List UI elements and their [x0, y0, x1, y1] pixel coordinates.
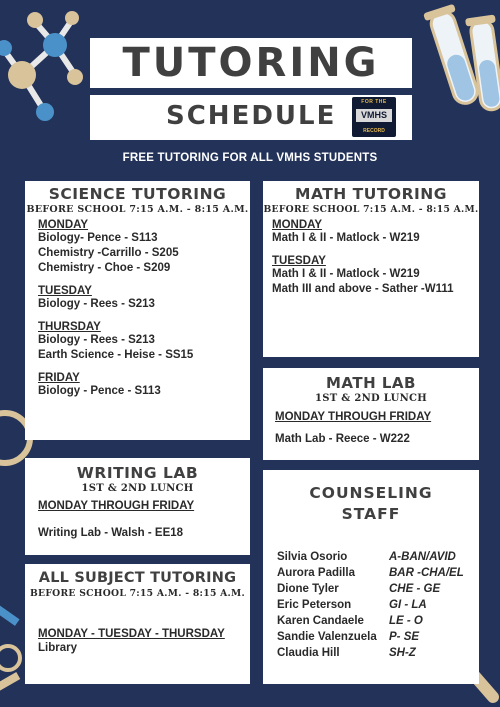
staff-row: [277, 565, 479, 581]
all-subject-time: BEFORE SCHOOL 7:15 A.M. - 8:15 A.M.: [29, 588, 246, 599]
math-schedule: [263, 219, 479, 297]
staff-row: [277, 645, 479, 661]
counseling-card: [263, 470, 479, 684]
staff-range: LE - O: [389, 615, 423, 627]
schedule-group: [38, 285, 250, 312]
staff-range: BAR -CHA/EL: [389, 567, 464, 579]
schedule-line: Biology- Pence - S113: [38, 232, 158, 244]
staff-row: [277, 613, 479, 629]
staff-name: Eric Peterson: [277, 599, 352, 611]
writing-lab-day: MONDAY THROUGH FRIDAY: [38, 500, 195, 512]
schedule-group: [38, 372, 250, 399]
page-subtitle: SCHEDULE: [166, 101, 337, 131]
writing-lab-title: WRITING LAB: [76, 464, 199, 482]
schedule-line: Biology - Rees - S213: [38, 334, 155, 346]
day-heading: MONDAY: [38, 219, 89, 231]
science-schedule: [25, 219, 250, 399]
math-lab-time: 1ST & 2ND LUNCH: [314, 393, 428, 404]
math-time: BEFORE SCHOOL 7:15 A.M. - 8:15 A.M.: [263, 204, 479, 215]
staff-name: Aurora Padilla: [277, 567, 355, 579]
schedule-line: Math I & II - Matlock - W219: [272, 232, 420, 244]
staff-row: [277, 581, 479, 597]
staff-name: Silvia Osorio: [277, 551, 348, 563]
test-tubes-icon: [425, 0, 500, 125]
science-title: SCIENCE TUTORING: [48, 185, 227, 203]
day-heading: TUESDAY: [272, 255, 326, 267]
staff-list: [263, 549, 479, 661]
counseling-title-line1: COUNSELING: [309, 484, 433, 502]
all-subject-day: MONDAY - TUESDAY - THURSDAY: [38, 628, 225, 640]
writing-lab-time: 1ST & 2ND LUNCH: [81, 483, 194, 494]
all-subject-line: Library: [38, 642, 77, 654]
staff-range: CHE - GE: [389, 583, 441, 595]
staff-row: [277, 629, 479, 645]
math-lab-line: Math Lab - Reece - W222: [275, 433, 410, 445]
logo-bottom-text: RECORD: [363, 128, 385, 134]
molecule-icon: [0, 0, 95, 125]
schedule-line: Earth Science - Heise - SS15: [38, 349, 194, 361]
day-heading: TUESDAY: [38, 285, 92, 297]
staff-row: [277, 549, 479, 565]
school-logo: [352, 97, 396, 137]
subtitle-box: [90, 95, 412, 140]
math-lab-card: [263, 368, 479, 460]
math-lab-title: MATH LAB: [326, 374, 416, 392]
schedule-group: [38, 219, 250, 276]
writing-lab-card: [25, 458, 250, 555]
math-title: MATH TUTORING: [295, 185, 447, 203]
schedule-line: Chemistry -Carrillo - S205: [38, 247, 179, 259]
staff-name: Dione Tyler: [277, 583, 339, 595]
staff-range: A-BAN/AVID: [389, 551, 456, 563]
page-title: TUTORING: [122, 40, 380, 86]
all-subject-title: ALL SUBJECT TUTORING: [38, 570, 237, 586]
staff-row: [277, 597, 479, 613]
logo-mid-text: VMHS: [356, 109, 392, 122]
schedule-line: Biology - Rees - S213: [38, 298, 155, 310]
staff-range: SH-Z: [389, 647, 416, 659]
science-time: BEFORE SCHOOL 7:15 A.M. - 8:15 A.M.: [26, 204, 249, 215]
writing-lab-line: Writing Lab - Walsh - EE18: [38, 527, 184, 539]
math-card: [263, 181, 479, 357]
day-heading: MONDAY: [272, 219, 323, 231]
staff-range: P- SE: [389, 631, 420, 643]
science-card: [25, 181, 250, 440]
staff-name: Sandie Valenzuela: [277, 631, 377, 643]
day-heading: THURSDAY: [38, 321, 101, 333]
schedule-line: Math III and above - Sather -W111: [272, 283, 454, 295]
title-box: [90, 38, 412, 88]
logo-top-text: FOR THE: [361, 99, 387, 105]
schedule-group: [272, 255, 479, 297]
staff-range: GI - LA: [389, 599, 427, 611]
schedule-group: [38, 321, 250, 363]
math-lab-day: MONDAY THROUGH FRIDAY: [275, 411, 432, 423]
schedule-line: Math I & II - Matlock - W219: [272, 268, 420, 280]
staff-name: Karen Candaele: [277, 615, 364, 627]
all-subject-card: [25, 564, 250, 684]
staff-name: Claudia Hill: [277, 647, 340, 659]
schedule-line: Biology - Pence - S113: [38, 385, 161, 397]
schedule-line: Chemistry - Choe - S209: [38, 262, 171, 274]
tagline: FREE TUTORING FOR ALL VMHS STUDENTS: [122, 152, 378, 164]
counseling-title-line2: STAFF: [341, 505, 401, 523]
day-heading: FRIDAY: [38, 372, 80, 384]
schedule-group: [272, 219, 479, 246]
